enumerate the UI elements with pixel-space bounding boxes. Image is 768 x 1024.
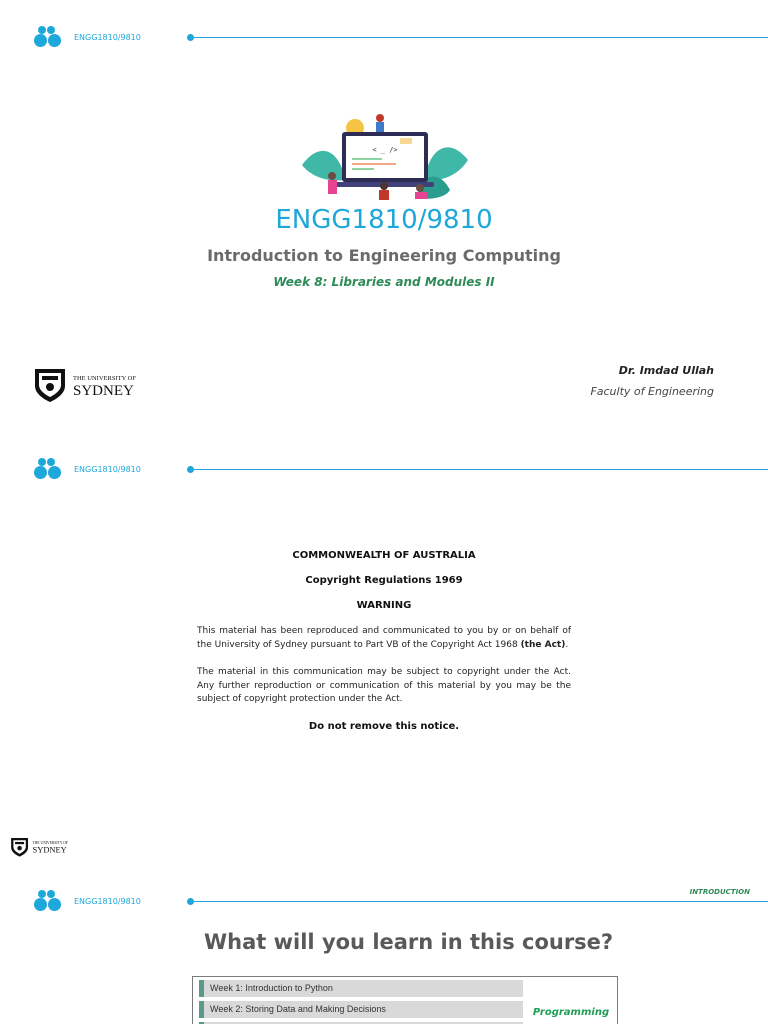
university-logo	[33, 366, 143, 404]
week-row: Week 1: Introduction to Python	[199, 980, 523, 997]
notice-paragraph-2: The material in this communication may be subject to copyright under the Act. Any further reproduction or communication of this material by you may be the subject of copyright protection under the Act.	[197, 667, 571, 704]
faculty-name: Faculty of Engineering	[590, 385, 714, 398]
notice-closing: Do not remove this notice.	[308, 720, 460, 732]
topic-group-label: Programming	[532, 1007, 610, 1018]
header-line	[192, 901, 768, 902]
university-line1: THE UNIVERSITY OF	[32, 841, 68, 846]
course-logo-icon	[32, 888, 64, 912]
notice-paragraph-1-text: This material has been reproduced and communicated to you by or on behalf of the University of Sydney pursuant to Part VB of the Copyright Act 1968	[197, 626, 571, 650]
notice-heading-commonwealth: COMMONWEALTH OF AUSTRALIA	[292, 550, 476, 561]
header-course-code: ENGG1810/9810	[74, 897, 141, 906]
slide-title: What will you learn in this course?	[204, 930, 614, 954]
week-row: Week 2: Storing Data and Making Decisions	[199, 1001, 523, 1018]
copyright-slide	[0, 432, 768, 864]
laptop-illustration	[300, 110, 470, 205]
header-course-code: ENGG1810/9810	[74, 33, 141, 42]
course-logo-icon	[32, 24, 64, 48]
university-line1: THE UNIVERSITY OF	[73, 375, 136, 382]
notice-paragraph-1	[197, 625, 571, 652]
title-slide	[0, 0, 768, 432]
course-overview-slide	[0, 864, 768, 1024]
university-line2: SYDNEY	[73, 383, 134, 399]
section-tag: INTRODUCTION	[689, 888, 750, 896]
course-subtitle: Introduction to Engineering Computing	[207, 246, 561, 265]
copyright-notice	[197, 550, 571, 732]
header-line	[192, 37, 768, 38]
header-line	[192, 469, 768, 470]
illustration-code-tag: < _ />	[372, 146, 398, 154]
notice-paragraph-1-bold: (the Act)	[520, 639, 566, 650]
slide-header	[0, 432, 768, 508]
notice-paragraph-1-end: .	[565, 639, 569, 650]
lecture-week: Week 8: Libraries and Modules II	[273, 275, 495, 289]
week-schedule-table	[192, 976, 618, 1024]
author-name: Dr. Imdad Ullah	[618, 364, 714, 377]
header-course-code: ENGG1810/9810	[74, 465, 141, 474]
slide-header	[0, 0, 768, 76]
university-line2: SYDNEY	[32, 844, 67, 855]
notice-heading-warning: WARNING	[356, 600, 412, 611]
university-logo	[10, 836, 72, 858]
course-title: ENGG1810/9810	[275, 205, 493, 235]
course-logo-icon	[32, 456, 64, 480]
slide-header	[0, 864, 768, 940]
notice-heading-regulations: Copyright Regulations 1969	[305, 575, 463, 586]
